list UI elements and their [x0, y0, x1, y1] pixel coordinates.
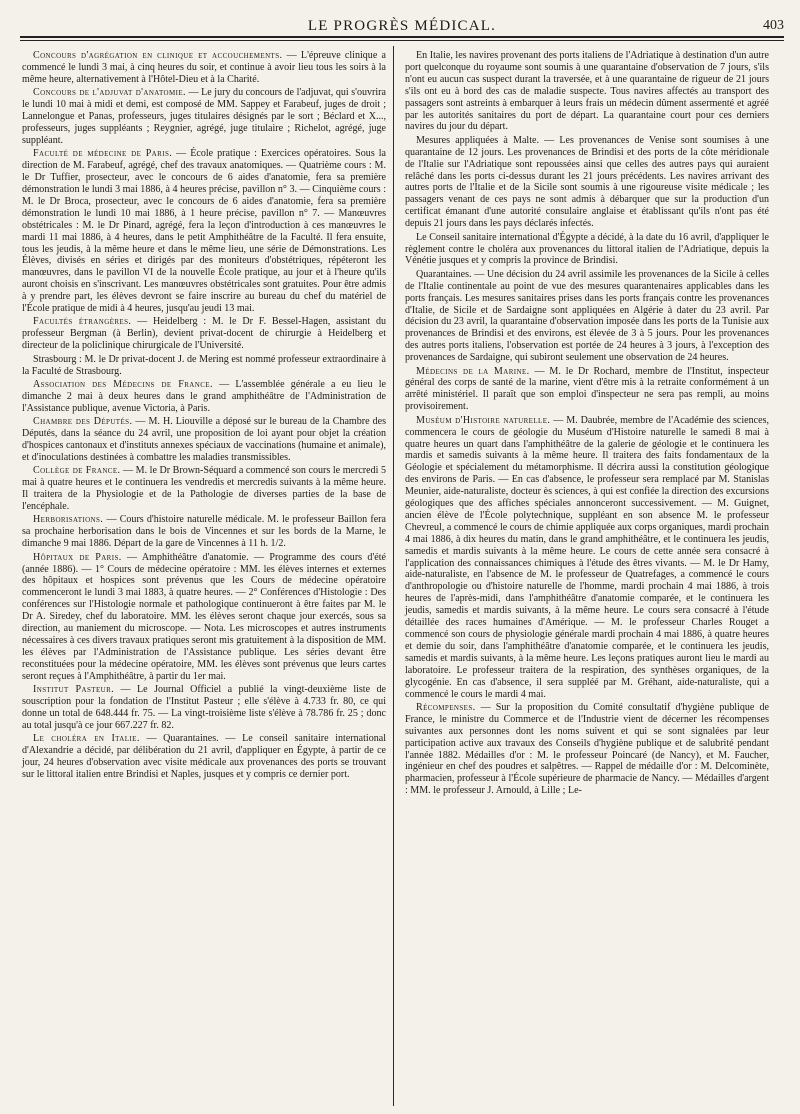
- paragraph-text: — Heidelberg : M. le Dr F. Bessel-Hagen, assistant du professeur Bergman (à Berlin), devient privat-docent de chirurgie à Heidelberg et directeur de la policlinique chirurgicale de l'Université.: [22, 316, 387, 352]
- paragraph: [22, 552, 386, 683]
- paragraph: [22, 50, 386, 86]
- column-divider: [393, 46, 394, 1106]
- paragraph: [22, 148, 386, 315]
- paragraph-text: Le Conseil sanitaire international d'Égypte a décidé, à la date du 16 avril, d'appliquer le règlement contre le choléra aux provenances du littoral italien de l'Adriatique, depuis la Vénétie jusques et y compris la province de Brindisi.: [405, 231, 769, 267]
- paragraph: [405, 415, 769, 701]
- paragraph-text: — M. le Dr Brown-Séquard a commencé son cours le mercredi 5 mai à quatre heures et le continuera les vendredis et mercredis suivants à la même heure. Il traitera de la Physiologie et de la Pathologie de diverses parties de la base de l'encéphale.: [22, 465, 386, 513]
- paragraph-heading: Association des Médecins de France.: [33, 378, 213, 390]
- paragraph-text: — M. H. Liouville a déposé sur le bureau de la Chambre des Députés, dans la séance du 24 avril, une proposition de loi ayant pour objet la création d'hospices cantonaux et d'instituts annexes spéciaux de vaccinations (humaine et animale), et d'inoculations destinées à combattre les maladies transmissibles.: [22, 416, 386, 463]
- paragraph-text: — M. le Dr Rochard, membre de l'Institut, inspecteur général des corps de santé de la marine, vient d'être mis à la retraite conformément à un arrêté ministériel. Il paraît que son emploi d'inspecteur ne sera pas rempli, au moins provisoirement.: [405, 365, 769, 413]
- paragraph-text: — Amphithéâtre d'anatomie. — Programme des cours d'été (année 1886). — 1° Cours de médecine opératoire : MM. les élèves internes et externes des hôpitaux et hospices sont prévenus que les Cours de médecine opératoire commenceront le lundi 3 mai 1883, à quatre heures. — 2° Conférences d'Histologie : Des conférences sur l'Histologie normale et pathologique continueront à être faites par M. le Dr A. Siredey, chef du laboratoire. MM. les élèves seront chaque jour exercés, sous sa direction, au maniement du microscope. — Nota. Les microscopes et autres instruments nécessaires à ces divers travaux pratiques seront mis gratuitement à la disposition de MM. les élèves par l'Administration de l'Assistance publique. Les séries devant être reconstituées pour la médecine opératoire, MM. les élèves sont prévenus que leurs cartes seront reçues à l'Amphithéâtre, à partir du 1er mai.: [22, 551, 386, 682]
- paragraph-text: — Sur la proposition du Comité consultatif d'hygiène publique de France, le ministre du Commerce et de l'Industrie vient de décerner les récompenses suivantes aux personnes dont les noms suivent et qui se sont signalées par leur participation active aux travaux des Conseils d'hygiène publique et de salubrité pendant l'année 1882. Médailles d'or : M. le professeur Poincaré (de Nancy), et M. Faucher, ingénieur en chef des poudres et salpêtres. — Rappel de médaille d'or : M. Delcominète, pharmacien, professeur à l'École supérieure de pharmacie de Nancy. — Médailles d'argent : MM. le professeur J. Arnould, à Lille ; Le-: [405, 701, 769, 797]
- right-column: [405, 50, 769, 799]
- paragraph-text: — Quarantaines. — Le conseil sanitaire international d'Alexandrie a décidé, par délibération du 21 avril, d'appliquer en Égypte, à partir de ce jour, 24 heures d'observation avec visite médicale aux provenances des ports se trouvant sur le littoral italien entre Brindisi et Naples, jusques et y compris ce dernier port.: [22, 733, 386, 780]
- paragraph: [22, 379, 386, 415]
- header-rule-thin: [20, 40, 784, 41]
- paragraph: [22, 416, 386, 464]
- paragraph-text: Strasbourg : M. le Dr privat-docent J. de Mering est nommé professeur extraordinaire à la Faculté de Strasbourg.: [22, 353, 386, 377]
- paragraph-text: Mesures appliquées à Malte. — Les provenances de Venise sont soumises à une quarantaine de 12 jours. Les provenances de Brindisi et des ports de la côte méridionale de l'Italie sur l'Adriatique sont repoussées ainsi que celles des autres pays qui auraient relâché dans les ports ci-dessus durant les 21 jours précédents. Les navires arrivant des autres ports de l'Italie et de la Sicile sont soumis à une rigoureuse visite médicale ; les passagers venant de ces pays ne sont admis à débarquer que sur la production d'un certificat émanant d'une autorité consulaire anglaise et établissant qu'ils n'ont pas été depuis 21 jours dans les pays déclarés infectés.: [405, 134, 769, 230]
- paragraph: [405, 366, 769, 414]
- paragraph: [22, 87, 386, 147]
- paragraph-text: — Le jury du concours de l'adjuvat, qui s'ouvrira le lundi 10 mai à midi et demi, est composé de MM. Sappey et Farabeuf, juges de droit ; Lannelongue et Panas, professeurs, juges titulaires désignés par le sort ; Béclard et X..., professeurs, juges suppléants ; Reygnier, agrégé, juge titulaire ; Richelot, agrégé, juge suppléant.: [22, 87, 386, 146]
- paragraph-heading: Muséum d'Histoire naturelle.: [416, 414, 551, 426]
- paragraph: [22, 684, 386, 732]
- paragraph-heading: Faculté de médecine de Paris.: [33, 148, 173, 160]
- paragraph-heading: Récompenses.: [416, 701, 476, 713]
- journal-title: LE PROGRÈS MÉDICAL.: [307, 18, 497, 34]
- paragraph: [22, 514, 386, 550]
- paragraph-heading: Institut Pasteur.: [33, 684, 115, 696]
- paragraph-text: — M. Daubrée, membre de l'Académie des sciences, commencera le cours de géologie du Muséum d'Histoire naturelle le samedi 8 mai à quatre heures un quart dans l'amphithéâtre de la galerie de géologie et le continuera les mardis et samedis suivants à la même heure. Il traitera des faits fondamentaux de la Géologie et spécialement du métamorphisme. Il décrira aussi la constitution géologique des environs de Paris. — En cas d'absence, le professeur sera remplacé par M. Stanislas Meunier, aide-naturaliste, docteur ès sciences, à qui est confiée la direction des excursions géologiques que des affiches spéciales annonceront successivement. — M. Guignet, ancien élève de l'École polytechnique, suppléant en son absence M. le professeur Chevreul, a commencé le cours de chimie appliquée aux corps organiques, mardi prochain 4 mai 1886, à dix heures du matin, dans le grand amphithéâtre, et le continuera les jeudis, samedis et mardis suivants à la même heure. Le cours de cette année sera consacré à l'application des connaissances chimiques à l'étude des êtres vivants. — M. le Dr Hamy, aide-naturaliste, en l'absence de M. le professeur de Quatrefages, a commencé le cours d'anthropologie ou d'histoire naturelle de l'homme, mardi prochain 4 mai 1886, à trois heures de l'après-midi, dans l'amphithéâtre d'anatomie comparée, et le continuera les jeudis, samedis et mardis suivants, à la même heure. Le cours sera consacré à l'étude détaillée des races humaines d'Amérique. — M. le professeur Charles Rouget a commencé son cours de physiologie générale mardi prochain 4 mai 1886, à quatre heures et demie du soir, dans l'amphithéâtre d'anatomie comparée, et le continuera les jeudis, samedis et mardis suivants, à la même heure. Les leçons pratiques auront lieu le mardi au laboratoire. Le professeur traitera de la respiration, des synthèses organiques, de la glycogénie. En cas d'absence, il sera suppléé par M. Gréhant, aide-naturaliste, qui a commencé le cours le mardi 4 mai.: [405, 414, 769, 700]
- paragraph: [405, 269, 769, 364]
- left-column: [22, 50, 386, 782]
- paragraph-text: — Le Journal Officiel a publié la vingt-deuxième liste de souscription pour la fondation de l'Institut Pasteur ; elle s'élève à 4.733 fr. 80, ce qui donne un total de 648.444 fr. 75. — La vingt-troisième liste s'élève à 78.786 fr. 25 ; donc au total jusqu'à ce jour 667.227 fr. 82.: [22, 684, 386, 731]
- paragraph-heading: Médecins de la Marine.: [416, 365, 530, 377]
- paragraph: [22, 316, 386, 352]
- paragraph-text: — L'assemblée générale a eu lieu le dimanche 2 mai à deux heures dans le grand amphithéâtre de l'Administration de l'Assistance publique, avenue Victoria, à Paris.: [22, 378, 386, 414]
- paragraph-heading: Facultés étrangères.: [33, 316, 132, 328]
- paragraph-heading: Herborisations.: [33, 514, 104, 526]
- paragraph-text: Quarantaines. — Une décision du 24 avril assimile les provenances de la Sicile à celles de l'Italie continentale au point de vue des mesures quarantenaires applicables dans les ports français. Les mesures sanitaires prises dans les ports français contre les provenances d'Italie, de Sicile et de Sardaigne sont appliquées en Algérie à dater du 23 avril. Par décision du 23 avril, la quarantaine d'observation imposée dans les ports de la Tunisie aux provenances de Brindisi et des environs, est élevée de 3 à 5 jours. Pour les provenances des autres ports italiens, l'observation est portée de 24 heures à 3 jours, à l'exception des provenances de Sardaigne, qui subiront seulement une observation de 24 heures.: [405, 268, 769, 364]
- paragraph-heading: Concours d'agrégation en clinique et accouchements.: [33, 50, 283, 61]
- paragraph-heading: Le choléra en Italie.: [33, 733, 140, 745]
- header-rule: [20, 36, 784, 38]
- paragraph: [22, 733, 386, 781]
- paragraph: [405, 702, 769, 797]
- paragraph-text: — Cours d'histoire naturelle médicale. M. le professeur Baillon fera sa prochaine herborisation dans le bois de Vincennes et sur les bords de la Marne, le dimanche 9 mai 1886. Départ de la gare de Vincennes à 11 h. 1/2.: [22, 514, 386, 550]
- paragraph: [405, 50, 769, 133]
- paragraph: [405, 232, 769, 268]
- paragraph-text: — L'épreuve clinique a commencé le lundi 3 mai, à cinq heures du soir, et continue à avoir lieu tous les soirs à la même heure, alternativement à l'Hôtel-Dieu et à la Charité.: [22, 50, 386, 85]
- paragraph: [405, 135, 769, 230]
- page-number: 403: [763, 18, 784, 33]
- paragraph-heading: Chambre des Députés.: [33, 416, 133, 428]
- paragraph-heading: Hôpitaux de Paris.: [33, 551, 122, 563]
- paragraph-text: — École pratique : Exercices opératoires. Sous la direction de M. Farabeuf, agrégé, chef des travaux anatomiques. — Quatrième cours : M. le Dr Tuffier, prosecteur, avec le concours de 6 aides d'anatomie, fera sa première démonstration le lundi 3 mai 1886, à 4 heures précise, pavillon n° 3. — Cinquième cours : M. le Dr Broca, prosecteur, avec le concours de 6 aides d'anatomie, fera sa première démonstration le lundi 10 mai 1886, à 1 heure précise, pavillon n° 7. — Manœuvres obstétricales : M. le Dr Pinard, agrégé, fera la leçon d'introduction à ces manœuvres le mardi 11 mai 1886, à 4 heures, dans le petit Amphithéâtre de la Faculté. Il fera ensuite, tous les jeudis, à la même heure et dans le même lieu, une série de Démonstrations. Les Élèves, divisés en séries et dirigés par des moniteurs d'obstétriques, répéteront les manœuvres, dans le pavillon VI de la nouvelle École pratique, au jour et à l'heure qu'ils auront choisis en s'inscrivant. Les manœuvres obstétricales sont gratuites. Pour être admis à y prendre part, les élèves devront se faire inscrire au bureau du chef du matériel de l'École pratique de midi à 4 heures, jusqu'au jeudi 13 mai.: [22, 148, 387, 315]
- paragraph-heading: Collège de France.: [33, 465, 121, 477]
- paragraph: [22, 354, 386, 378]
- paragraph-text: En Italie, les navires provenant des ports italiens de l'Adriatique à destination d'un autre port quelconque du royaume sont soumis à une quarantaine d'observation de 7 jours, s'ils n'ont eu aucun cas suspect durant la traversée, et à une quarantaine de rigueur de 21 jours s'ils ont eu à bord des cas de maladie suspecte. Tous navires affectés au transport des passagers sont astreints à embarquer à leurs frais un médecin dûment assermenté et agréé par les autorités sanitaires du port de départ. La quarantaine court pour ces derniers navires du jour du départ.: [405, 50, 769, 133]
- paragraph: [22, 465, 386, 513]
- paragraph-heading: Concours de l'adjuvat d'anatomie.: [33, 87, 186, 99]
